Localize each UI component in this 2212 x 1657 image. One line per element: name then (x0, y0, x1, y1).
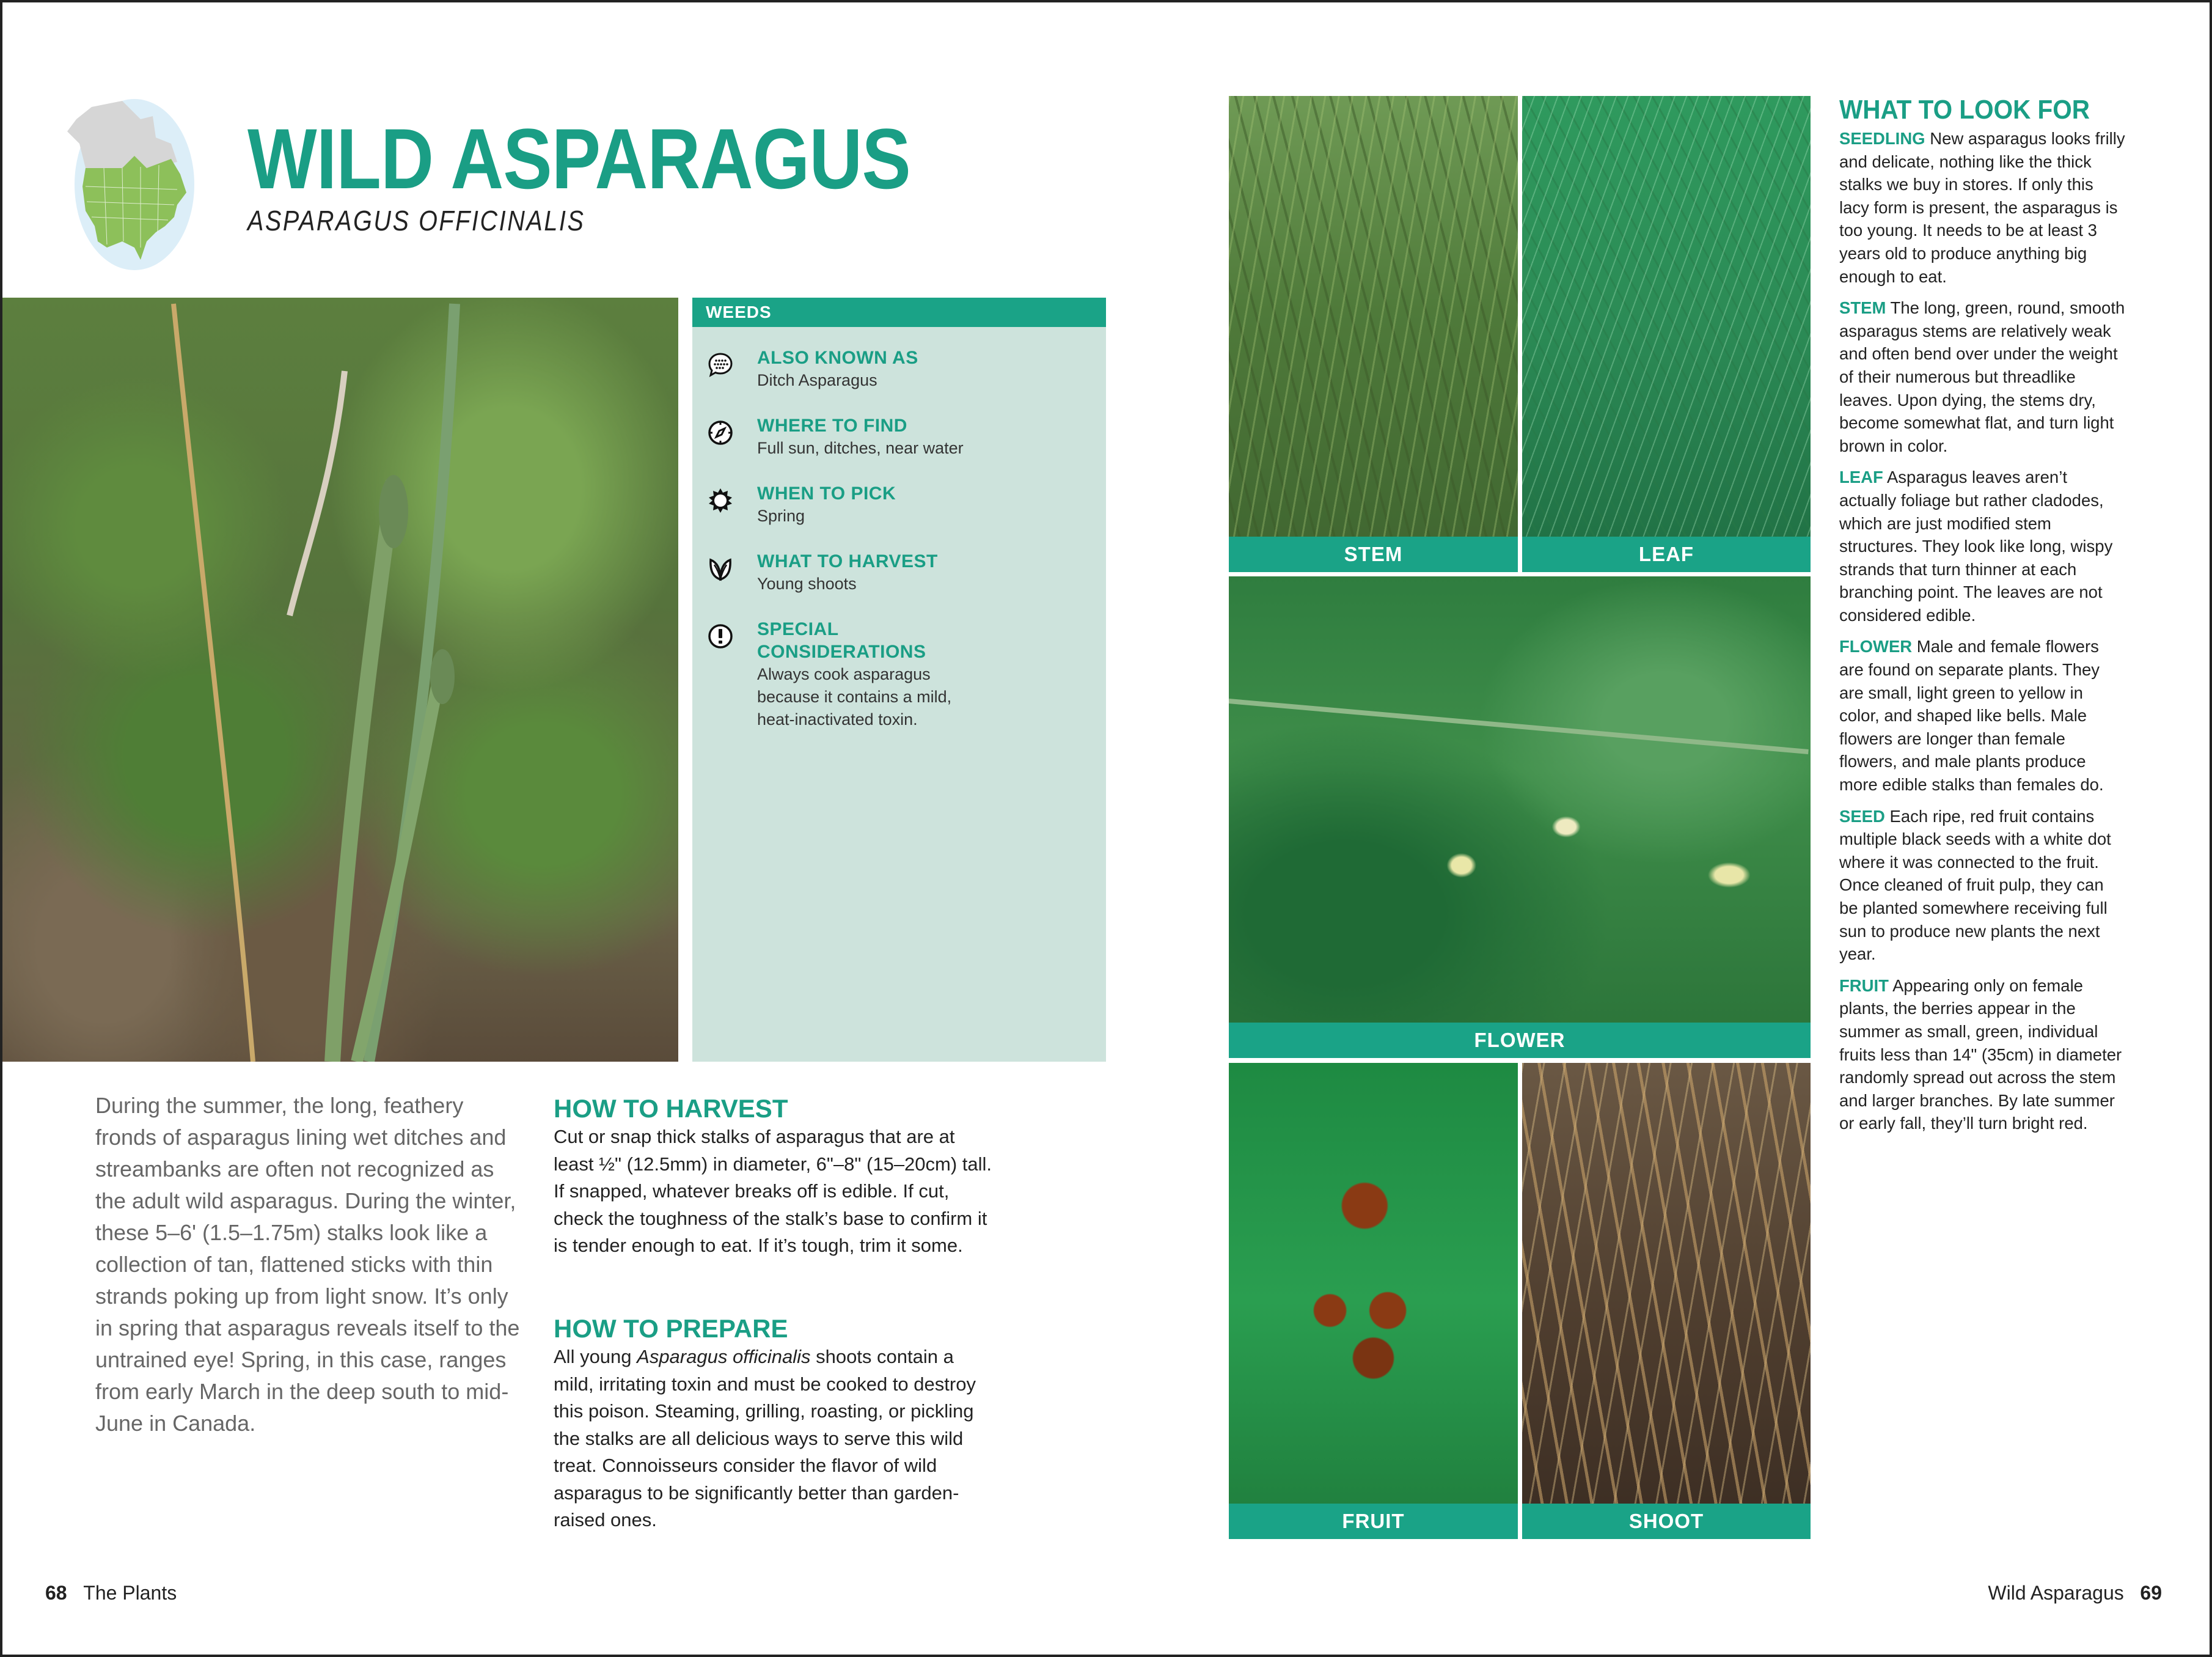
section-heading: HOW TO HARVEST (554, 1094, 788, 1123)
section-heading: WHAT TO LOOK FOR (1839, 95, 2090, 125)
range-map (49, 95, 220, 275)
photo-caption: SHOOT (1522, 1504, 1811, 1539)
look-entry-flower (1839, 635, 2126, 796)
body-text: All young (554, 1346, 637, 1367)
entry-text: Asparagus leaves aren’t actually foliage but rather cladodes, which are just modified stem structures. They look like long, wispy strands that turn thinner at each branching point. The leaves are not considered edible. (1839, 468, 2113, 625)
look-entry-seedling (1839, 127, 2126, 288)
main-photo (2, 298, 678, 1062)
entry-text: Each ripe, red fruit contains multiple black seeds with a white dot where it was connected to the fruit. Once cleaned of fruit pulp, they can be planted somewhere receiving full sun to produce new plants the next year. (1839, 806, 2111, 964)
photo-fruit (1229, 1063, 1518, 1539)
fact-value: Always cook asparagus because it contains a mild, heat-inactivated toxin. (757, 665, 952, 729)
sun-icon (707, 487, 734, 514)
north-america-range-map-icon (49, 95, 220, 275)
fact-value: Spring (757, 507, 805, 525)
chapter-name: Wild Asparagus (1988, 1582, 2124, 1604)
photo-leaf (1522, 96, 1811, 572)
photo-shoot (1522, 1063, 1811, 1539)
how-to-harvest-section (554, 1094, 994, 1260)
category-label: WEEDS (692, 298, 1106, 327)
entry-key: LEAF (1839, 468, 1883, 487)
fact-value: Young shoots (757, 575, 857, 593)
section-body (554, 1343, 994, 1534)
fact-value: Ditch Asparagus (757, 371, 877, 389)
footer-right (1988, 1582, 2162, 1604)
look-entry-fruit (1839, 974, 2126, 1135)
section-heading: HOW TO PREPARE (554, 1314, 788, 1343)
asparagus-shoots-illustration (2, 298, 678, 1062)
entry-key: SEEDLING (1839, 129, 1925, 148)
speech-bubble-icon (707, 351, 734, 378)
fact-label: WHERE TO FIND (757, 416, 907, 436)
body-text: shoots contain a mild, irritating toxin and must be cooked to destroy this poison. Steaming, grilling, roasting, or pickling the stalks are all delicious ways to serve this wild treat. Connoisseurs consider the flavor of wild asparagus to be significantly better than garden-raised ones. (554, 1346, 976, 1530)
entry-text: Appearing only on female plants, the berries appear in the summer as small, green, individual fruits less than 14" (35cm) in diameter randomly spread out across the stem and larger branches. By late summer or early fall, they’ll turn bright red. (1839, 975, 2122, 1133)
what-to-look-for-section (1839, 93, 2126, 1144)
fact-label: WHAT TO HARVEST (757, 551, 938, 571)
photo-caption: STEM (1229, 537, 1518, 572)
scientific-name: ASPARAGUS OFFICINALIS (247, 205, 585, 237)
section-body: Cut or snap thick stalks of asparagus that are at least ½" (12.5mm) in diameter, 6"–8" (15–20cm) tall. If snapped, whatever breaks off is edible. If cut, check the toughness of the stalk’s base to confirm it is tender enough to eat. If it’s tough, trim it some. (554, 1126, 992, 1256)
entry-key: STEM (1839, 298, 1886, 318)
look-entry-seed (1839, 805, 2126, 966)
entry-key: FLOWER (1839, 637, 1913, 656)
page-number-right: 69 (2140, 1582, 2162, 1604)
quick-facts-panel (692, 298, 1106, 1062)
exclamation-icon (707, 623, 734, 650)
section-name: The Plants (83, 1582, 177, 1604)
leaves-icon (707, 555, 734, 582)
photo-stem (1229, 96, 1518, 572)
entry-key: FRUIT (1839, 975, 1889, 995)
look-entry-leaf (1839, 466, 2126, 626)
photo-caption: LEAF (1522, 537, 1811, 572)
photo-caption: FLOWER (1229, 1023, 1811, 1058)
fact-label: ALSO KNOWN AS (757, 348, 918, 368)
fact-label: WHEN TO PICK (757, 483, 896, 504)
entry-text: The long, green, round, smooth asparagus stems are relatively weak and often bend over under the weight of their numerous but threadlike leaves. Upon dying, the stems dry, become somewhat flat, and turn light brown in color. (1839, 298, 2125, 455)
entry-key: SEED (1839, 806, 1885, 826)
fact-value: Full sun, ditches, near water (757, 439, 964, 457)
photo-flower (1229, 576, 1811, 1058)
page-title: WILD ASPARAGUS (247, 111, 910, 207)
compass-icon (707, 419, 734, 446)
entry-text: New asparagus looks frilly and delicate, nothing like the thick stalks we buy in stores. If only this lacy form is present, the asparagus is too young. It needs to be at least 3 years old to produce anything big enough to eat. (1839, 129, 2125, 286)
page-number-left: 68 (45, 1582, 67, 1604)
footer-left (45, 1582, 177, 1604)
fact-label: SPECIAL CONSIDERATIONS (757, 619, 926, 662)
look-entry-stem (1839, 296, 2126, 457)
entry-text: Male and female flowers are found on separate plants. They are small, light green to yellow in color, and shaped like bells. Male flowers are longer than female flowers, and male plants produce more edible stalks than females do. (1839, 637, 2104, 795)
how-to-prepare-section (554, 1314, 994, 1534)
intro-paragraph: During the summer, the long, feathery fronds of asparagus lining wet ditches and streambanks are often not recognized as the adult wild asparagus. During the winter, these 5–6' (1.5–1.75m) stalks look like a collection of tan, flattened sticks with thin strands poking up from light snow. It’s only in spring that asparagus reveals itself to the untrained eye! Spring, in this case, ranges from early March in the deep south to mid-June in Canada. (95, 1093, 520, 1436)
flower-stem-shape (1229, 699, 1809, 754)
scientific-name-inline: Asparagus officinalis (637, 1346, 811, 1367)
photo-caption: FRUIT (1229, 1504, 1518, 1539)
